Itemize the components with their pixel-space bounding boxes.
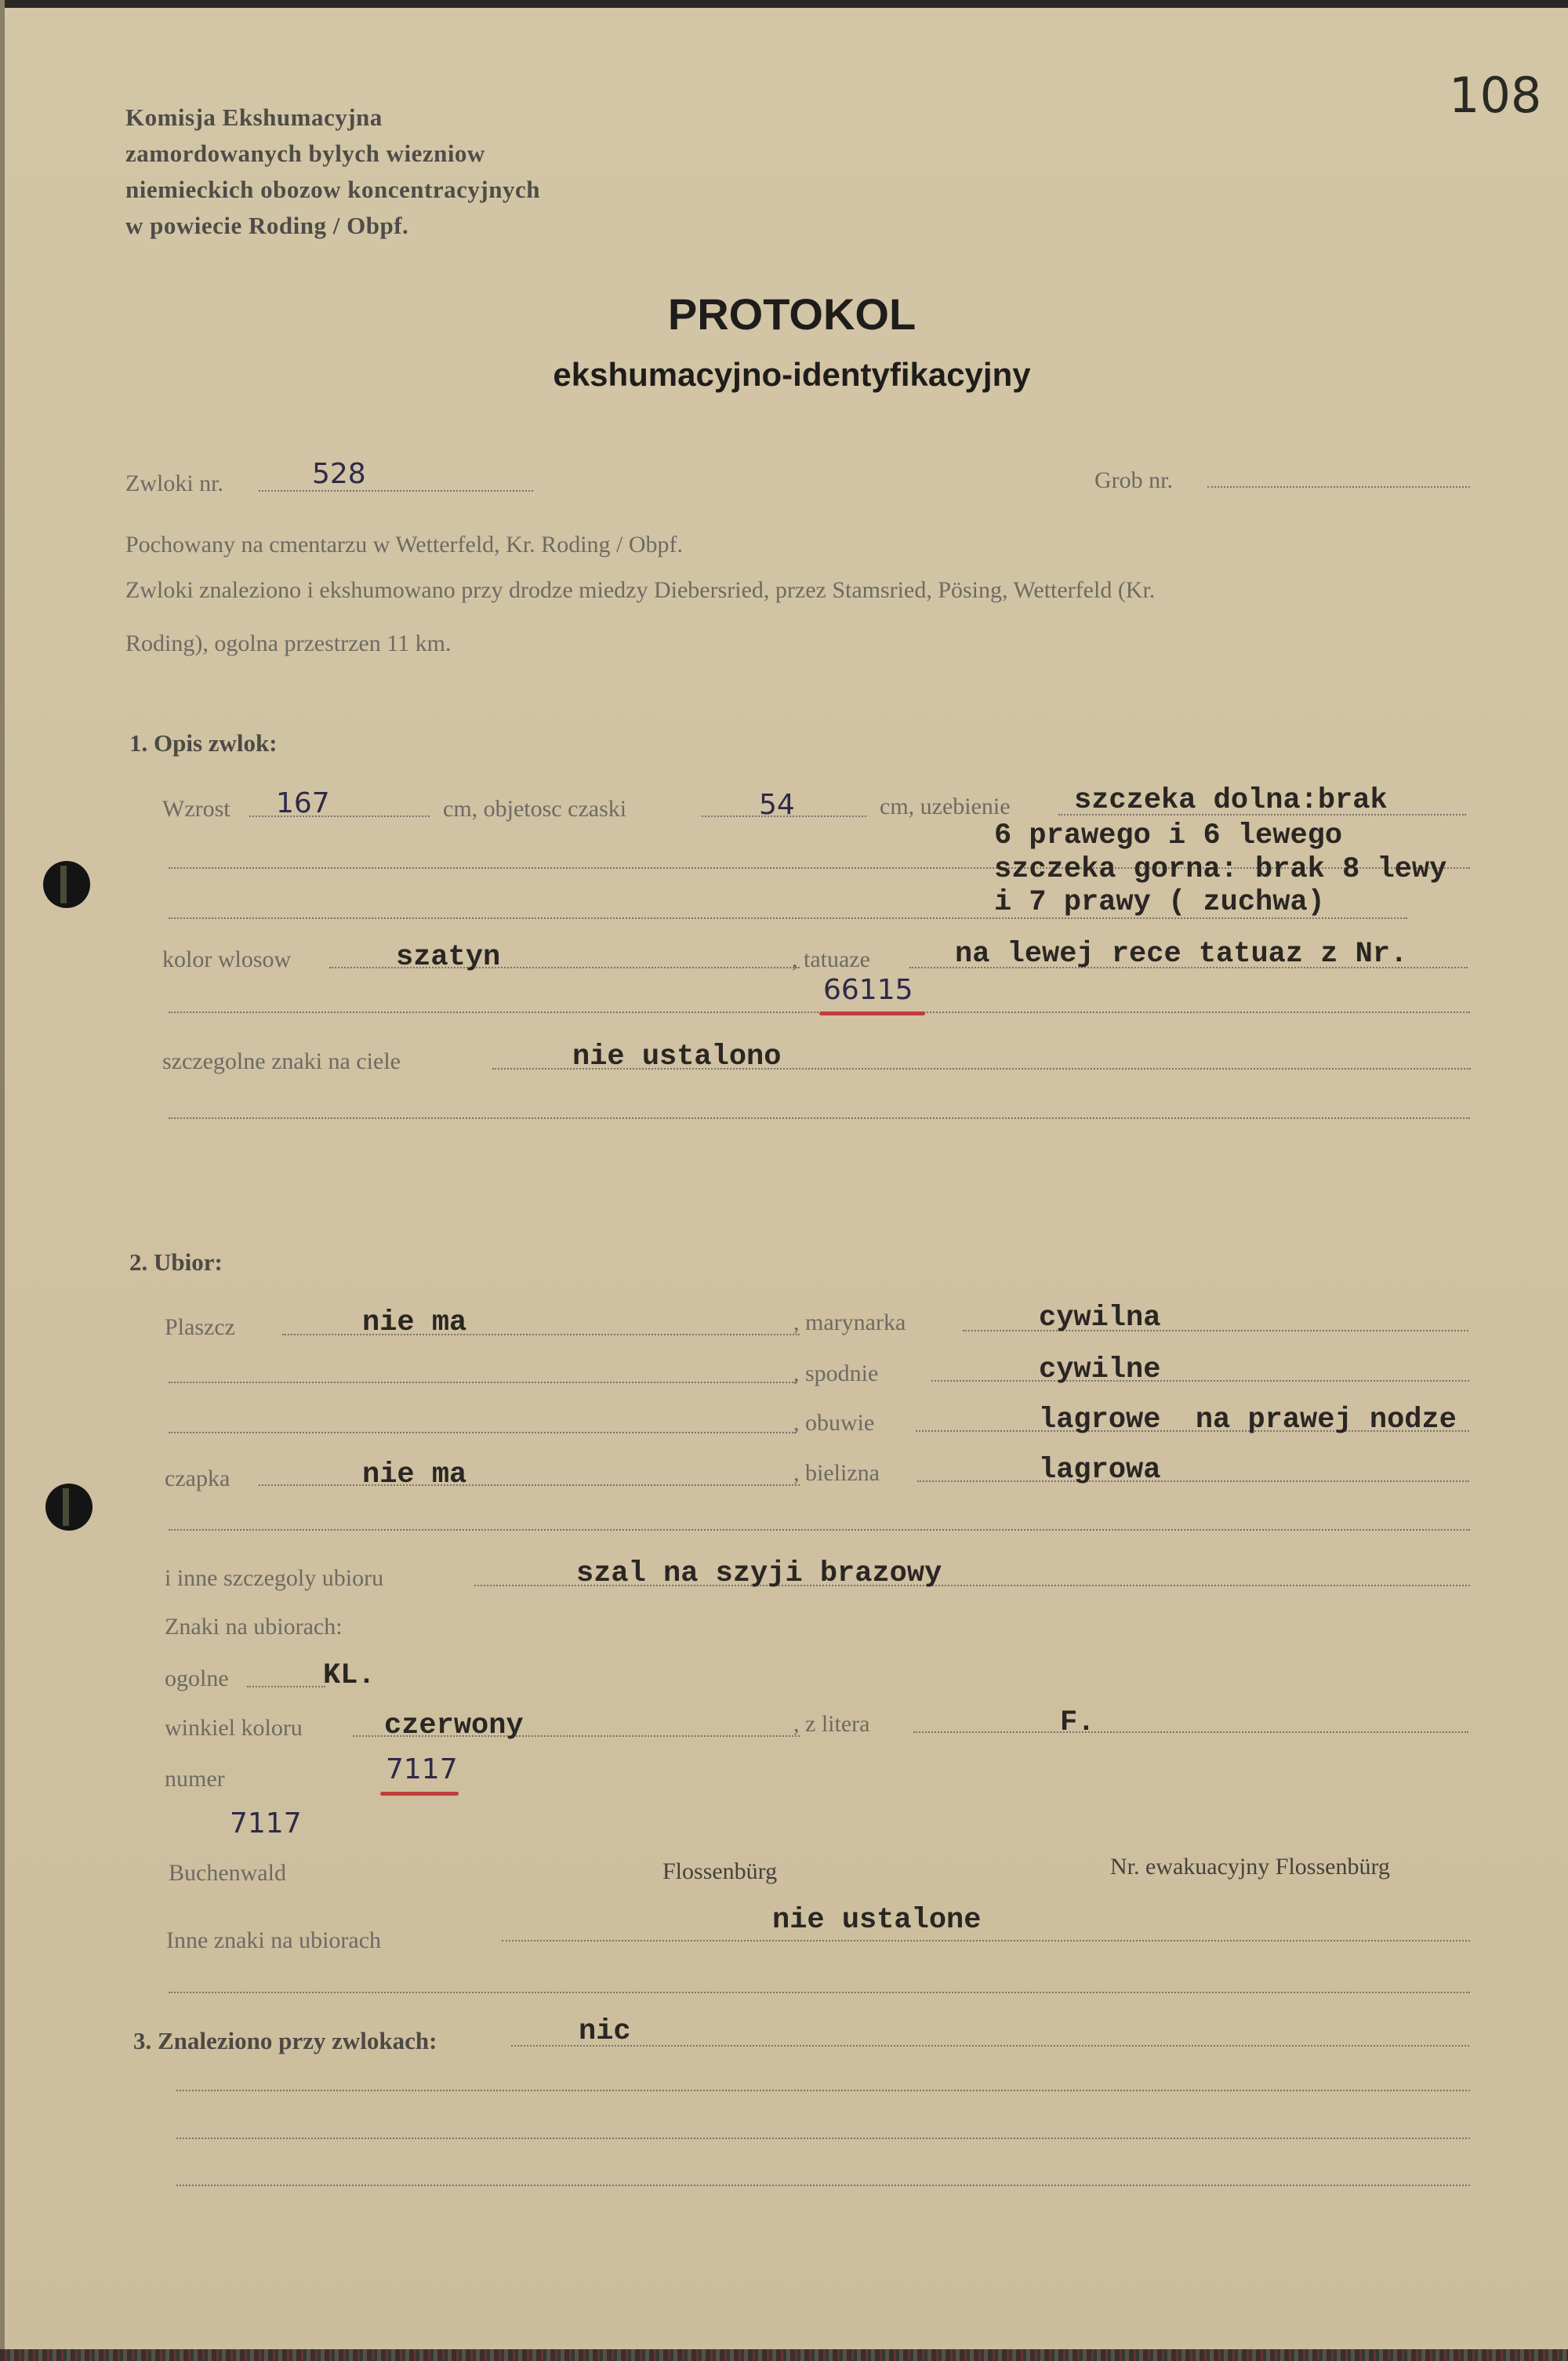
kolor-value: szatyn [396, 941, 501, 974]
znaleziono-line-2 [176, 2090, 1470, 2091]
czapka-label: czapka [165, 1466, 230, 1491]
header-line-4: w powiecie Roding / Obpf. [125, 212, 409, 239]
znaki-ciele-value: nie ustalono [572, 1041, 782, 1073]
zwloki-label: Zwloki nr. [125, 470, 223, 496]
obuwie-label: , obuwie [793, 1410, 875, 1436]
litera-value: F. [1060, 1706, 1095, 1739]
winkiel-value: czerwony [384, 1709, 524, 1742]
znaleziono-text-2: Roding), ogolna przestrzen 11 km. [125, 630, 452, 656]
spodnie-value: cywilne [1039, 1353, 1161, 1386]
numer-value: 7117 [386, 1753, 458, 1785]
znaki-ciele-line-2 [169, 1117, 1470, 1119]
znaleziono-value: nic [579, 2015, 631, 2048]
obuwie-line-left [169, 1432, 796, 1433]
tatuaze-label: , tatuaze [792, 946, 870, 972]
znaleziono-line [511, 2045, 1469, 2047]
uzebienie-value-4: i 7 prawy ( zuchwa) [994, 886, 1325, 919]
inne-szczegoly-value: szal na szyji brazowy [576, 1557, 942, 1590]
grob-line [1207, 486, 1470, 488]
document-title: PROTOKOL [667, 289, 916, 339]
punch-hole-icon [43, 861, 90, 908]
section-3-heading: 3. Znaleziono przy zwlokach: [133, 2027, 437, 2054]
scan-edge-left [0, 0, 5, 2361]
tatuaze-number: 66115 [823, 974, 913, 1006]
ogolne-label: ogolne [165, 1665, 229, 1691]
scan-edge-bottom [0, 2349, 1568, 2361]
buchenwald-label: Buchenwald [169, 1860, 286, 1886]
header-line-1: Komisja Ekshumacyjna [125, 104, 383, 131]
grob-label: Grob nr. [1094, 467, 1173, 493]
inne-znaki-label: Inne znaki na ubiorach [166, 1927, 382, 1953]
wzrost-value: 167 [276, 787, 330, 819]
cm-czaszka-label: cm, objetosc czaski [443, 796, 627, 822]
znaleziono-line-3 [176, 2138, 1470, 2139]
flossenburg-label: Flossenbürg [662, 1858, 778, 1884]
spodnie-line-left [169, 1382, 796, 1383]
spodnie-label: , spodnie [793, 1360, 879, 1386]
ogolne-value: KL. [323, 1659, 376, 1692]
winkiel-label: winkiel koloru [165, 1715, 303, 1741]
ubior-line [169, 1529, 1470, 1531]
numer-label: numer [165, 1766, 225, 1792]
inne-znaki-line [502, 1940, 1470, 1941]
zwloki-line [259, 490, 533, 492]
tatuaze-value: na lewej rece tatuaz z Nr. [955, 938, 1408, 971]
czaszka-value: 54 [759, 789, 795, 821]
marynarka-value: cywilna [1039, 1302, 1161, 1335]
czapka-value: nie ma [362, 1458, 467, 1491]
kolor-label: kolor wlosow [162, 946, 292, 972]
ewakuacyjny-label: Nr. ewakuacyjny Flossenbürg [1110, 1854, 1390, 1880]
czapka-line [259, 1484, 800, 1486]
page-number: 108 [1449, 67, 1542, 124]
inne-szczegoly-label: i inne szczegoly ubioru [165, 1565, 384, 1591]
uzebienie-value-3: szczeka gorna: brak 8 lewy [994, 853, 1447, 886]
marynarka-label: , marynarka [793, 1309, 906, 1335]
litera-label: , z litera [793, 1711, 870, 1737]
wzrost-label: Wzrost [162, 796, 230, 822]
uzebienie-value-2: 6 prawego i 6 lewego [994, 819, 1343, 852]
inne-znaki-line-2 [169, 1992, 1470, 1993]
znaki-ubiorach-label: Znaki na ubiorach: [165, 1614, 343, 1640]
znaki-ciele-label: szczegolne znaki na ciele [162, 1048, 401, 1074]
ogolne-line [247, 1686, 325, 1687]
document-subtitle: ekshumacyjno-identyfikacyjny [553, 356, 1031, 393]
red-underline-tatuaz [819, 1012, 925, 1015]
obuwie-value: lagrowe na prawej nodze [1039, 1404, 1457, 1437]
scan-edge-top [0, 0, 1568, 8]
bielizna-value: lagrowa [1039, 1454, 1161, 1487]
uzebienie-label: cm, uzebienie [880, 794, 1011, 819]
header-line-3: niemieckich obozow koncentracyjnych [125, 176, 540, 203]
numer-value-buchenwald: 7117 [230, 1807, 302, 1840]
bielizna-label: , bielizna [793, 1460, 880, 1486]
red-underline-numer [380, 1792, 459, 1796]
section-1-heading: 1. Opis zwlok: [129, 729, 278, 757]
section-2-heading: 2. Ubior: [129, 1248, 223, 1276]
plaszcz-value: nie ma [362, 1306, 467, 1339]
znaleziono-text-1: Zwloki znaleziono i ekshumowano przy drodze miedzy Diebersried, przez Stamsried, Pösing, Wetterfeld (Kr. [125, 577, 1156, 603]
pochowany-text: Pochowany na cmentarzu w Wetterfeld, Kr. Roding / Obpf. [125, 532, 684, 558]
uzebienie-value-1: szczeka dolna:brak [1074, 784, 1388, 817]
znaleziono-line-4 [176, 2185, 1470, 2186]
punch-hole-icon [45, 1484, 93, 1531]
bielizna-line [917, 1480, 1469, 1482]
litera-line [913, 1731, 1468, 1733]
inne-znaki-value: nie ustalone [772, 1904, 982, 1937]
plaszcz-label: Plaszcz [165, 1314, 235, 1340]
plaszcz-line [282, 1334, 800, 1335]
header-line-2: zamordowanych bylych wiezniow [125, 140, 485, 167]
spodnie-line [931, 1380, 1469, 1382]
zwloki-value: 528 [312, 458, 366, 490]
